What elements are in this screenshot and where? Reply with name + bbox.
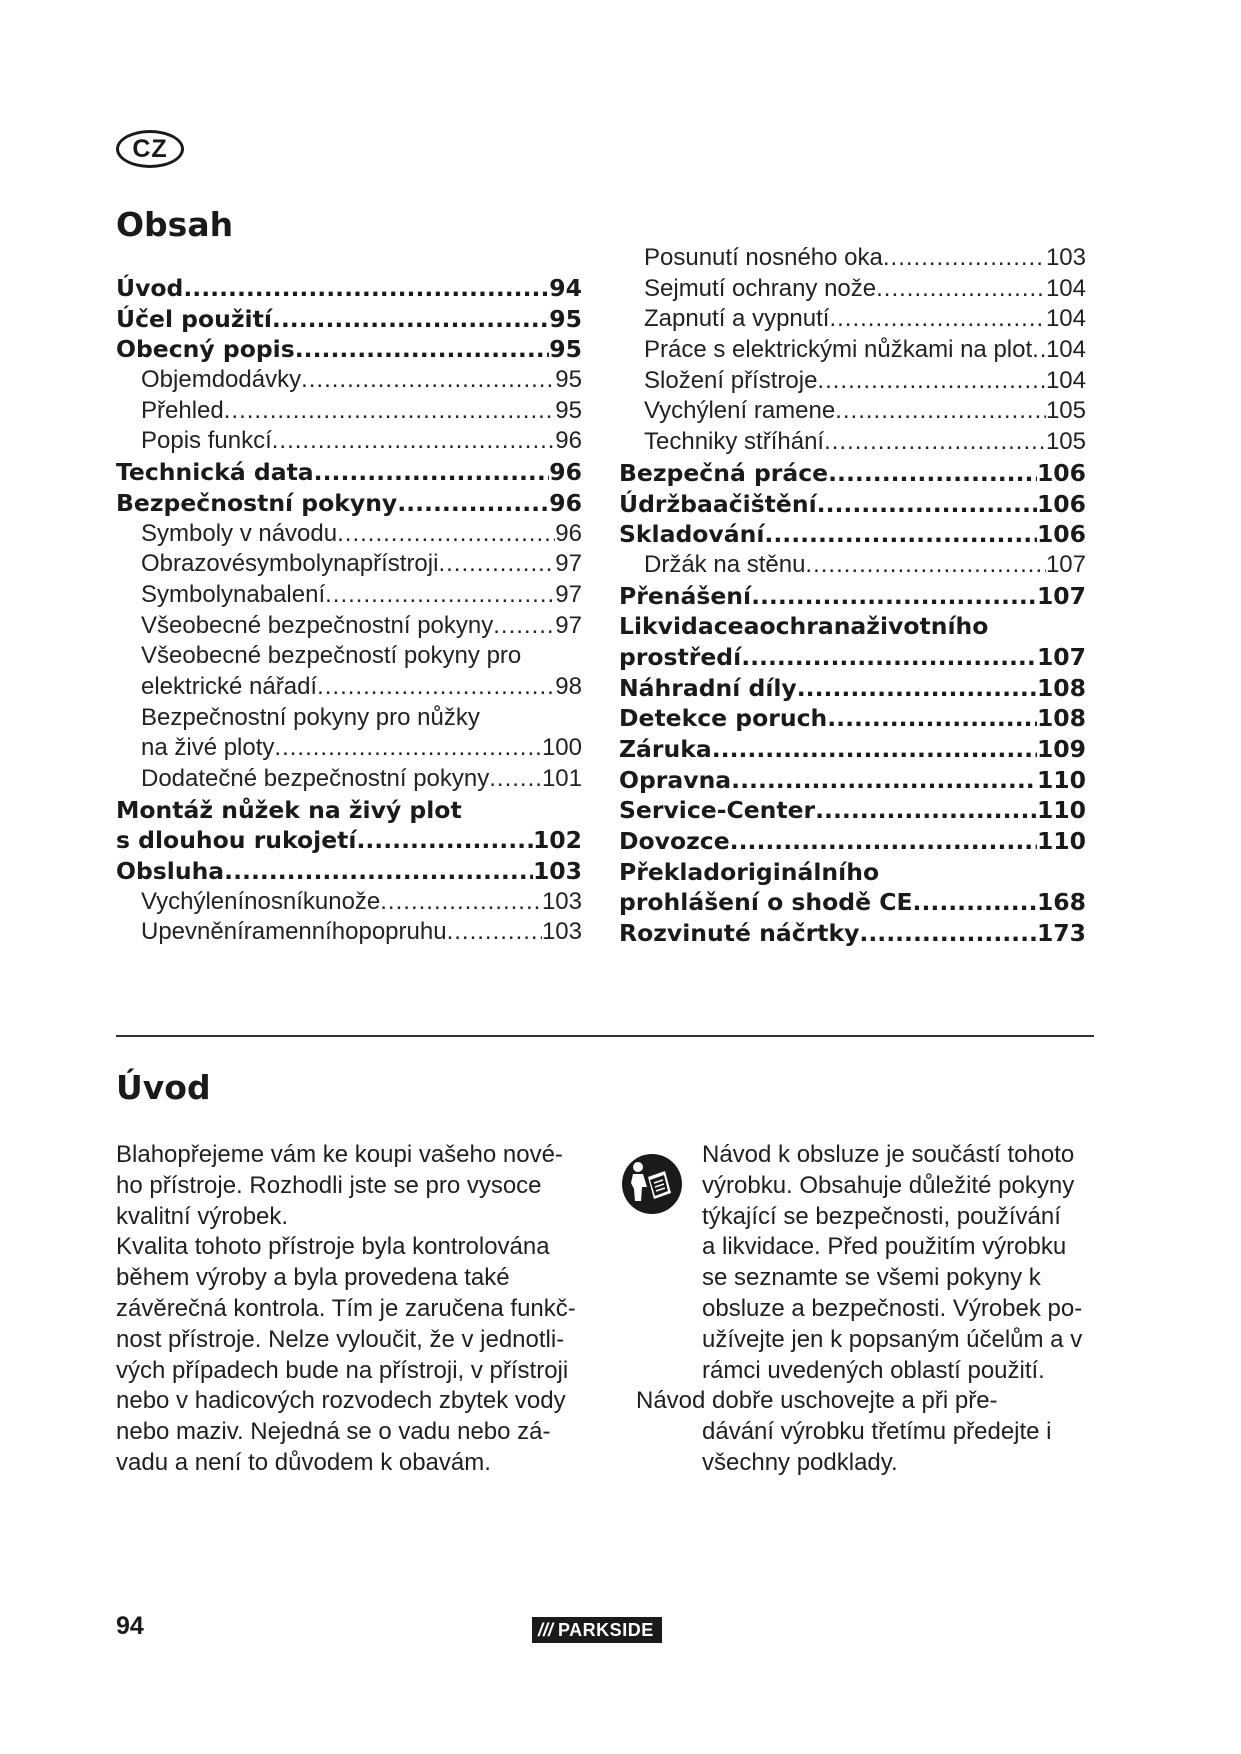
toc-entry-title: na živé ploty xyxy=(141,734,275,762)
toc-entry[interactable] xyxy=(116,519,582,550)
toc-entry[interactable] xyxy=(116,426,582,457)
toc-entry-title: Zapnutí a vypnutí xyxy=(644,305,830,333)
toc-left-column xyxy=(116,273,582,948)
toc-leader-dots xyxy=(712,734,1037,765)
toc-entry[interactable] xyxy=(619,274,1086,305)
toc-entry[interactable] xyxy=(619,918,1086,949)
text-line: vých případech bude na přístroji, v přístroji xyxy=(116,1356,569,1384)
toc-entry-title: Přenášení xyxy=(619,581,752,610)
toc-entry-page: 110 xyxy=(1036,765,1086,794)
toc-leader-dots xyxy=(489,764,542,795)
toc-entry-title: Přehled xyxy=(141,396,224,424)
toc-entry-page: 97 xyxy=(555,550,582,578)
toc-leader-dots xyxy=(730,826,1037,857)
toc-entry[interactable] xyxy=(116,580,582,611)
toc-entry-page: 97 xyxy=(555,611,582,639)
toc-entry-page: 103 xyxy=(1045,244,1086,271)
toc-entry[interactable] xyxy=(619,458,1086,489)
toc-leader-dots xyxy=(764,519,1037,550)
toc-entry[interactable] xyxy=(619,304,1086,335)
toc-entry-page: 95 xyxy=(555,366,582,394)
toc-leader-dots xyxy=(731,765,1037,796)
read-manual-icon xyxy=(621,1153,683,1215)
toc-entry[interactable] xyxy=(619,887,1086,918)
toc-entry-page: 96 xyxy=(555,427,582,455)
toc-entry-title: Upevněníramenníhopopruhu xyxy=(141,918,447,946)
toc-entry-title: Popis funkcí xyxy=(141,427,272,455)
toc-entry[interactable] xyxy=(619,826,1086,857)
toc-entry[interactable] xyxy=(116,733,582,764)
toc-entry-title: elektrické nářadí xyxy=(141,672,318,700)
toc-entry-title: Složení přístroje xyxy=(644,366,818,394)
toc-leader-dots xyxy=(325,580,555,611)
text-line: výrobku. Obsahuje důležité pokyny xyxy=(702,1171,1075,1199)
toc-entry[interactable] xyxy=(619,703,1086,734)
toc-entry-title: Všeobecné bezpečnostní pokyny xyxy=(141,611,494,639)
toc-entry-title: Sejmutí ochrany nože xyxy=(644,274,877,302)
toc-entry-title: Bezpečnostní pokyny xyxy=(116,488,398,517)
toc-entry-title: Detekce poruch xyxy=(619,704,828,733)
toc-entry-page: 102 xyxy=(532,826,582,855)
text-line: nost přístroje. Nelze vyloučit, že v jednotli- xyxy=(116,1325,565,1353)
toc-leader-dots xyxy=(805,550,1046,581)
toc-entry[interactable] xyxy=(116,611,582,642)
toc-leader-dots xyxy=(224,396,556,427)
toc-entry-title: Symboly v návodu xyxy=(141,519,338,547)
toc-entry-page: 95 xyxy=(549,304,582,333)
toc-entry-page: 110 xyxy=(1036,796,1086,825)
toc-entry-title: Montáž nůžek na živý plot xyxy=(116,795,462,824)
text-line: Blahopřejeme vám ke koupi vašeho nové- xyxy=(116,1141,563,1168)
toc-entry-page: 168 xyxy=(1036,888,1086,917)
toc-entry[interactable] xyxy=(619,673,1086,704)
toc-entry-title: Technická data xyxy=(116,458,314,487)
text-line: závěrečná kontrola. Tím je zaručena funkč- xyxy=(116,1294,576,1322)
toc-title: Obsah xyxy=(116,205,234,244)
toc-entry-page: 105 xyxy=(1045,428,1086,456)
toc-entry-page: 104 xyxy=(1045,366,1086,394)
toc-entry-title: Rozvinuté náčrtky xyxy=(619,919,860,948)
toc-leader-dots xyxy=(272,426,556,457)
toc-leader-dots xyxy=(397,488,549,519)
toc-entry-title: Údržbaačištění xyxy=(619,489,817,518)
text-line: se seznamte se všemi pokyny k xyxy=(702,1264,1041,1292)
toc-entry-title: Úvod xyxy=(116,274,184,302)
toc-entry[interactable] xyxy=(116,488,582,519)
toc-entry[interactable] xyxy=(116,457,582,488)
toc-entry-page: 101 xyxy=(541,765,582,792)
toc-leader-dots xyxy=(272,304,549,335)
toc-entry-title: s dlouhou rukojetí xyxy=(116,826,357,855)
toc-entry-page: 106 xyxy=(1036,489,1086,518)
text-line: nebo v hadicových rozvodech zbytek vody xyxy=(116,1387,566,1415)
toc-leader-dots xyxy=(913,887,1037,918)
toc-entry-page: 94 xyxy=(549,274,582,302)
toc-leader-dots xyxy=(301,365,555,396)
toc-entry-page: 107 xyxy=(1036,642,1086,671)
text-line: dávání výrobku třetímu předejte i xyxy=(702,1417,1052,1445)
text-line: Návod k obsluze je součástí tohoto xyxy=(702,1141,1075,1168)
toc-entry[interactable] xyxy=(116,917,582,948)
toc-entry-title: Opravna xyxy=(619,765,732,794)
language-badge: CZ xyxy=(116,130,184,168)
toc-leader-dots xyxy=(824,427,1046,458)
toc-entry-title: Překladoriginálního xyxy=(619,857,880,886)
toc-leader-dots xyxy=(815,795,1037,826)
toc-entry[interactable] xyxy=(116,396,582,427)
toc-leader-dots xyxy=(493,611,555,642)
toc-entry[interactable] xyxy=(619,489,1086,520)
toc-leader-dots xyxy=(876,274,1046,305)
toc-entry-page: 110 xyxy=(1036,827,1086,856)
toc-leader-dots xyxy=(829,304,1046,335)
intro-left-text xyxy=(116,1140,596,1479)
toc-leader-dots xyxy=(797,673,1037,704)
toc-entry[interactable] xyxy=(619,734,1086,765)
toc-entry-page: 96 xyxy=(549,488,582,517)
toc-entry[interactable] xyxy=(116,703,582,734)
toc-entry[interactable] xyxy=(116,764,582,795)
toc-entry-page: 104 xyxy=(1045,274,1086,302)
toc-leader-dots xyxy=(380,887,542,918)
text-line: užívejte jen k popsaným účelům a v xyxy=(702,1325,1083,1353)
toc-entry-title: Objemdodávky xyxy=(141,366,302,394)
toc-entry-page: 108 xyxy=(1036,673,1086,702)
text-line: nebo maziv. Nejedná se o vadu nebo zá- xyxy=(116,1418,551,1446)
toc-entry-title: Vychýlenínosníkunože xyxy=(141,887,381,915)
toc-entry-page: 103 xyxy=(541,887,582,915)
toc-entry-title: Techniky stříhání xyxy=(644,428,825,456)
toc-entry-title: Práce s elektrickými nůžkami na plot xyxy=(644,336,1033,364)
toc-entry[interactable] xyxy=(619,765,1086,796)
toc-leader-dots xyxy=(438,549,555,580)
text-line: týkající se bezpečnosti, používání xyxy=(702,1202,1061,1230)
toc-leader-dots xyxy=(314,457,550,488)
toc-entry-title: Skladování xyxy=(619,520,765,549)
toc-entry-title: prostředí xyxy=(619,642,742,671)
toc-entry-page: 96 xyxy=(555,519,582,547)
toc-entry-title: Symbolynabalení xyxy=(141,580,326,608)
text-line: a likvidace. Před použitím výrobku xyxy=(702,1233,1067,1261)
toc-entry-page: 96 xyxy=(549,458,582,487)
toc-entry[interactable] xyxy=(619,519,1086,550)
toc-leader-dots xyxy=(817,489,1037,520)
intro-right-hanging xyxy=(636,1386,1106,1478)
text-line: ho přístroje. Rozhodli jste se pro vysoce xyxy=(116,1171,542,1199)
toc-entry[interactable] xyxy=(619,642,1086,673)
toc-entry[interactable] xyxy=(116,365,582,396)
toc-entry-title: Vychýlení ramene xyxy=(644,397,836,425)
toc-entry-title: Účel použití xyxy=(116,304,272,333)
toc-entry-page: 106 xyxy=(1036,458,1086,487)
toc-entry-title: Posunutí nosného oka xyxy=(644,244,883,271)
toc-entry-title: Náhradní díly xyxy=(619,673,797,702)
toc-leader-dots xyxy=(337,519,555,550)
toc-entry[interactable] xyxy=(619,366,1086,397)
intro-title: Úvod xyxy=(116,1068,211,1107)
toc-leader-dots xyxy=(447,917,542,948)
toc-entry-title: Bezpečnostní pokyny pro nůžky xyxy=(141,703,480,731)
brand-slashes: /// xyxy=(532,1617,556,1643)
toc-entry[interactable] xyxy=(619,857,1086,888)
toc-entry[interactable] xyxy=(116,549,582,580)
toc-entry-title: Záruka xyxy=(619,735,712,763)
text-line: kvalitní výrobek. xyxy=(116,1202,289,1230)
toc-entry-title: Dovozce xyxy=(619,827,730,856)
text-line: Kvalita tohoto přístroje byla kontrolována xyxy=(116,1233,550,1261)
toc-leader-dots xyxy=(274,733,542,764)
toc-entry-title: Likvidaceaochranaživotního xyxy=(619,612,989,641)
toc-entry-page: 109 xyxy=(1036,735,1086,763)
toc-leader-dots xyxy=(883,243,1046,274)
toc-entry-title: Service-Center xyxy=(619,796,816,825)
toc-entry-page: 107 xyxy=(1045,550,1086,578)
toc-entry-page: 95 xyxy=(549,335,582,364)
toc-entry-page: 106 xyxy=(1036,520,1086,549)
brand-logo xyxy=(532,1617,662,1643)
toc-entry[interactable] xyxy=(619,335,1086,366)
toc-entry[interactable] xyxy=(619,243,1086,274)
toc-entry[interactable] xyxy=(116,887,582,918)
toc-entry-page: 105 xyxy=(1045,397,1086,425)
toc-leader-dots xyxy=(741,642,1037,673)
toc-leader-dots xyxy=(224,856,533,887)
toc-leader-dots xyxy=(317,672,555,703)
toc-entry[interactable] xyxy=(619,396,1086,427)
toc-entry[interactable] xyxy=(116,672,582,703)
toc-entry[interactable] xyxy=(116,795,582,826)
toc-entry-page: 107 xyxy=(1036,581,1086,610)
toc-leader-dots xyxy=(835,396,1046,427)
text-line: rámci uvedených oblastí použití. xyxy=(702,1356,1045,1384)
toc-entry[interactable] xyxy=(116,304,582,335)
toc-entry-page: 104 xyxy=(1045,305,1086,333)
toc-entry-title: Všeobecné bezpečností pokyny pro xyxy=(141,642,522,670)
text-line: Návod dobře uschovejte a při pře- xyxy=(636,1387,998,1414)
toc-entry-title: Obsluha xyxy=(116,857,225,886)
toc-right-column xyxy=(619,243,1086,949)
toc-entry[interactable] xyxy=(116,334,582,365)
toc-entry-page: 173 xyxy=(1036,919,1086,948)
text-line: všechny podklady. xyxy=(702,1448,898,1476)
toc-leader-dots xyxy=(751,581,1037,612)
toc-entry-page: 97 xyxy=(555,580,582,608)
toc-entry-page: 108 xyxy=(1036,704,1086,733)
toc-leader-dots xyxy=(827,703,1037,734)
toc-entry[interactable] xyxy=(619,581,1086,612)
text-line: vadu a není to důvodem k obavám. xyxy=(116,1448,491,1476)
toc-entry-title: prohlášení o shodě CE xyxy=(619,888,913,917)
toc-leader-dots xyxy=(828,458,1037,489)
text-line: obsluze a bezpečnosti. Výrobek po- xyxy=(702,1294,1083,1322)
toc-entry-title: Obrazovésymbolynapřístroji xyxy=(141,550,439,578)
toc-entry-page: 103 xyxy=(541,918,582,946)
intro-right-text xyxy=(702,1140,1102,1386)
toc-entry-title: Dodatečné bezpečnostní pokyny xyxy=(141,765,490,792)
toc-leader-dots xyxy=(859,918,1037,949)
toc-entry-title: Obecný popis xyxy=(116,335,295,364)
toc-entry-page: 103 xyxy=(532,857,582,886)
toc-entry[interactable] xyxy=(116,825,582,856)
section-divider xyxy=(116,1035,1094,1037)
toc-entry-title: Bezpečná práce xyxy=(619,458,829,487)
toc-entry[interactable] xyxy=(619,427,1086,458)
toc-entry-page: 100 xyxy=(541,734,582,762)
toc-entry[interactable] xyxy=(116,641,582,672)
toc-entry-page: 104 xyxy=(1045,336,1086,364)
toc-leader-dots xyxy=(183,273,549,304)
toc-entry[interactable] xyxy=(619,550,1086,581)
toc-entry-page: 98 xyxy=(555,672,582,700)
toc-entry[interactable] xyxy=(619,795,1086,826)
toc-entry[interactable] xyxy=(116,273,582,304)
toc-entry[interactable] xyxy=(116,856,582,887)
toc-leader-dots xyxy=(295,334,550,365)
toc-leader-dots xyxy=(356,825,532,856)
toc-leader-dots xyxy=(1032,335,1046,366)
toc-entry-title: Držák na stěnu xyxy=(644,550,806,578)
text-line: během výroby a byla provedena také xyxy=(116,1264,510,1292)
toc-leader-dots xyxy=(817,366,1046,397)
page-number: 94 xyxy=(116,1612,144,1640)
toc-entry[interactable] xyxy=(619,611,1086,642)
brand-name: PARKSIDE xyxy=(556,1617,662,1643)
toc-entry-page: 95 xyxy=(555,396,582,424)
